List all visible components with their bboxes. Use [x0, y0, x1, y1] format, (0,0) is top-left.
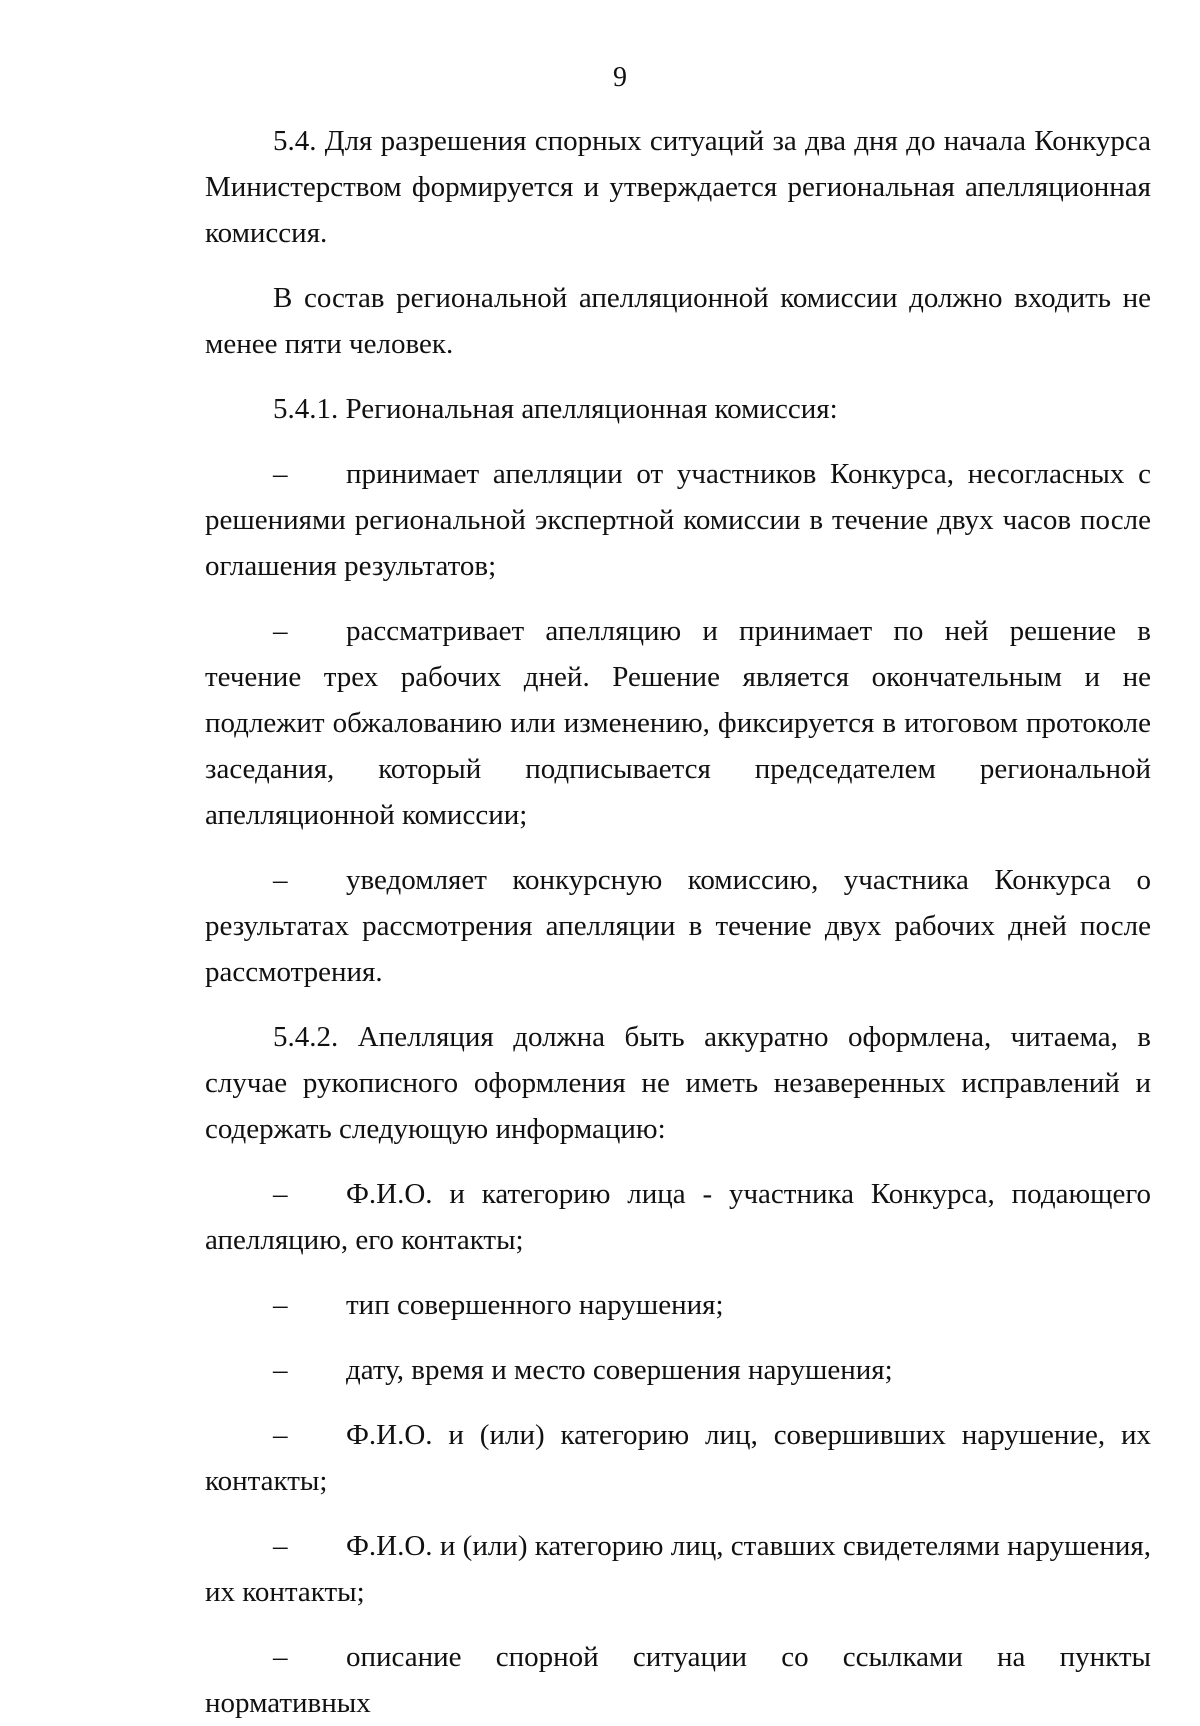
dash-marker: –: [273, 1641, 288, 1673]
list-item: [205, 1412, 1151, 1504]
paragraph-commission-composition: В состав региональной апелляционной комиссии должно входить не менее пяти человек.: [205, 282, 1151, 360]
list-item-text: тип совершенного нарушения;: [346, 1289, 724, 1321]
dash-marker: –: [273, 1530, 288, 1562]
dash-marker: –: [273, 864, 288, 896]
dash-marker: –: [273, 1354, 288, 1386]
dash-marker: –: [273, 1178, 288, 1210]
list-item-text: принимает апелляции от участников Конкурса, несогласных с решениями региональной экспертной комиссии в течение двух часов после оглашения результатов;: [205, 458, 1151, 582]
list-item-text: дату, время и место совершения нарушения;: [346, 1354, 893, 1386]
dash-marker: –: [273, 1289, 288, 1321]
list-item: [205, 857, 1151, 995]
list-item: [205, 608, 1151, 838]
dash-marker: –: [273, 458, 288, 490]
paragraph-5-4-2: 5.4.2. Апелляция должна быть аккуратно оформлена, читаема, в случае рукописного оформления не иметь незаверенных исправлений и содержать следующую информацию:: [205, 1021, 1151, 1145]
list-item: [205, 1634, 1151, 1726]
list-item: [205, 1171, 1151, 1263]
document-body: [205, 118, 1151, 1726]
list-item: [205, 451, 1151, 589]
list-item-text: описание спорной ситуации со ссылками на пункты нормативных: [205, 1641, 1151, 1719]
paragraph-5-4: 5.4. Для разрешения спорных ситуаций за два дня до начала Конкурса Министерством формируется и утверждается региональная апелляционная комиссия.: [205, 125, 1151, 249]
list-item-text: Ф.И.О. и (или) категорию лиц, совершивших нарушение, их контакты;: [205, 1419, 1151, 1497]
list-item-text: Ф.И.О. и категорию лица - участника Конкурса, подающего апелляцию, его контакты;: [205, 1178, 1151, 1256]
list-item-text: Ф.И.О. и (или) категорию лиц, ставших свидетелями нарушения, их контакты;: [205, 1530, 1151, 1608]
list-item-text: рассматривает апелляцию и принимает по ней решение в течение трех рабочих дней. Решение является окончательным и не подлежит обжалованию или изменению, фиксируется в итоговом протоколе заседания, который подписывается председателем региональной апелляционной комиссии;: [205, 615, 1151, 831]
list-item: [205, 1282, 1151, 1328]
page-number: 9: [613, 62, 627, 93]
dash-marker: –: [273, 615, 288, 647]
list-item: [205, 1347, 1151, 1393]
list-item-text: уведомляет конкурсную комиссию, участника Конкурса о результатах рассмотрения апелляции в течение двух рабочих дней после рассмотрения.: [205, 864, 1151, 988]
paragraph-5-4-1: 5.4.1. Региональная апелляционная комиссия:: [273, 393, 838, 425]
dash-marker: –: [273, 1419, 288, 1451]
list-item: [205, 1523, 1151, 1615]
